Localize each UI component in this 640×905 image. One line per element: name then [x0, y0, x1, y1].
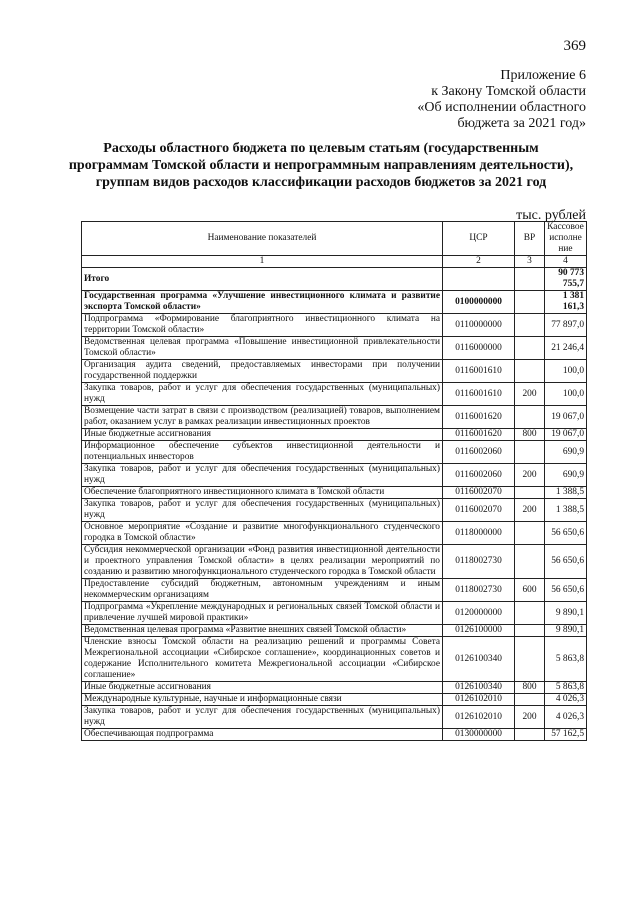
row-name-cell: Ведомственная целевая программа «Повышение инвестиционной привлекательности Томской области» [82, 337, 443, 360]
row-name-cell: Закупка товаров, работ и услуг для обеспечения государственных (муниципальных) нужд [82, 499, 443, 522]
row-vr-cell [515, 637, 545, 682]
index-cell: 1 [82, 256, 443, 268]
row-vr-cell [515, 545, 545, 579]
row-amount-cell: 5 863,8 [545, 637, 587, 682]
table-row [82, 545, 587, 579]
row-vr-cell: 200 [515, 464, 545, 487]
row-name-cell: Организация аудита сведений, предоставляемых инвесторами при получении государственной поддержки [82, 360, 443, 383]
table-row [82, 694, 587, 706]
row-name-cell: Основное мероприятие «Создание и развитие многофункционального студенческого городка в Томской области» [82, 522, 443, 545]
table-row [82, 637, 587, 682]
table-row [82, 487, 587, 499]
row-vr-cell: 200 [515, 499, 545, 522]
row-vr-cell [515, 337, 545, 360]
row-amount-cell: 9 890,1 [545, 625, 587, 637]
table-row [82, 602, 587, 625]
row-code-cell: 0126100000 [443, 625, 515, 637]
row-vr-cell [515, 729, 545, 741]
row-amount-cell: 56 650,6 [545, 522, 587, 545]
row-name-cell: Членские взносы Томской области на реализацию решений и программы Совета Межрегиональной ассоциации «Сибирское соглашение», координационных советов и содержание Исполнительного комитета Межрегиональной ассоциации «Сибирское соглашение» [82, 637, 443, 682]
row-vr-cell: 200 [515, 383, 545, 406]
row-name-cell: Иные бюджетные ассигнования [82, 682, 443, 694]
table-row [82, 268, 587, 291]
row-name-cell: Обеспечивающая подпрограмма [82, 729, 443, 741]
table-row [82, 383, 587, 406]
header-code: ЦСР [443, 222, 515, 256]
table-row [82, 337, 587, 360]
row-vr-cell: 200 [515, 706, 545, 729]
table-header-row [82, 222, 587, 256]
row-amount-cell: 21 246,4 [545, 337, 587, 360]
header-vr: ВР [515, 222, 545, 256]
row-code-cell: 0118000000 [443, 522, 515, 545]
row-amount-cell: 77 897,0 [545, 314, 587, 337]
row-amount-cell: 19 067,0 [545, 429, 587, 441]
row-name-cell: Иные бюджетные ассигнования [82, 429, 443, 441]
row-code-cell: 0116001610 [443, 360, 515, 383]
row-amount-cell: 100,0 [545, 360, 587, 383]
row-amount-cell: 56 650,6 [545, 579, 587, 602]
row-code-cell: 0126102010 [443, 706, 515, 729]
row-name-cell: Подпрограмма «Формирование благоприятного инвестиционного климата на территории Томской области» [82, 314, 443, 337]
appendix-line: бюджета за 2021 год» [457, 116, 586, 131]
row-amount-cell: 90 773 755,7 [545, 268, 587, 291]
row-vr-cell [515, 291, 545, 314]
title-line: программам Томской области и непрограммным направлениям деятельности), [68, 158, 574, 173]
row-name-cell: Ведомственная целевая программа «Развитие внешних связей Томской области» [82, 625, 443, 637]
row-amount-cell: 1 388,5 [545, 487, 587, 499]
row-amount-cell: 690,9 [545, 441, 587, 464]
row-amount-cell: 5 863,8 [545, 682, 587, 694]
table-row [82, 499, 587, 522]
row-code-cell: 0116000000 [443, 337, 515, 360]
row-code-cell: 0116002060 [443, 441, 515, 464]
row-amount-cell: 19 067,0 [545, 406, 587, 429]
row-code-cell: 0130000000 [443, 729, 515, 741]
row-code-cell: 0118002730 [443, 579, 515, 602]
row-name-cell: Закупка товаров, работ и услуг для обеспечения государственных (муниципальных) нужд [82, 706, 443, 729]
row-code-cell: 0126102010 [443, 694, 515, 706]
row-code-cell: 0116002070 [443, 487, 515, 499]
row-code-cell: 0126100340 [443, 682, 515, 694]
row-amount-cell: 4 026,3 [545, 706, 587, 729]
row-name-cell: Закупка товаров, работ и услуг для обеспечения государственных (муниципальных) нужд [82, 383, 443, 406]
table-row [82, 406, 587, 429]
row-vr-cell: 800 [515, 429, 545, 441]
row-vr-cell [515, 487, 545, 499]
appendix-reference [326, 68, 586, 132]
row-code-cell: 0116001620 [443, 429, 515, 441]
row-name-cell: Возмещение части затрат в связи с производством (реализацией) товаров, выполнением работ, оказанием услуг в рамках реализации инвестиционных проектов [82, 406, 443, 429]
table-row [82, 314, 587, 337]
row-code-cell: 0118002730 [443, 545, 515, 579]
table-row [82, 522, 587, 545]
row-amount-cell: 1 388,5 [545, 499, 587, 522]
row-code-cell: 0116001610 [443, 383, 515, 406]
row-vr-cell [515, 522, 545, 545]
row-amount-cell: 100,0 [545, 383, 587, 406]
row-vr-cell: 800 [515, 682, 545, 694]
table-row [82, 441, 587, 464]
appendix-line: к Закону Томской области [431, 84, 586, 99]
row-name-cell: Предоставление субсидий бюджетным, автономным учреждениям и иным некоммерческим организациям [82, 579, 443, 602]
row-amount-cell: 690,9 [545, 464, 587, 487]
row-code-cell: 0110000000 [443, 314, 515, 337]
table-row [82, 579, 587, 602]
document-title [56, 140, 586, 191]
title-line: Расходы областного бюджета по целевым статьям (государственным [103, 141, 539, 156]
row-vr-cell [515, 360, 545, 383]
table-row [82, 682, 587, 694]
expenditure-table [81, 221, 587, 741]
table-row [82, 360, 587, 383]
row-vr-cell [515, 694, 545, 706]
page-number: 369 [563, 38, 586, 54]
row-amount-cell: 57 162,5 [545, 729, 587, 741]
row-name-cell: Информационное обеспечение субъектов инвестиционной деятельности и потенциальных инвесторов [82, 441, 443, 464]
header-amount: Кассовое исполнение [545, 222, 587, 256]
table-row [82, 464, 587, 487]
table-row [82, 729, 587, 741]
row-name-cell: Обеспечение благоприятного инвестиционного климата в Томской области [82, 487, 443, 499]
row-name-cell: Международные культурные, научные и информационные связи [82, 694, 443, 706]
row-vr-cell [515, 625, 545, 637]
row-vr-cell [515, 268, 545, 291]
row-amount-cell: 4 026,3 [545, 694, 587, 706]
index-cell: 4 [545, 256, 587, 268]
table-row [82, 429, 587, 441]
row-amount-cell: 9 890,1 [545, 602, 587, 625]
units-label: тыс. рублей [516, 208, 586, 223]
row-vr-cell: 600 [515, 579, 545, 602]
row-vr-cell [515, 602, 545, 625]
row-name-cell: Государственная программа «Улучшение инвестиционного климата и развитие экспорта Томской области» [82, 291, 443, 314]
row-code-cell: 0120000000 [443, 602, 515, 625]
table-row [82, 625, 587, 637]
row-code-cell: 0126100340 [443, 637, 515, 682]
row-code-cell: 0100000000 [443, 291, 515, 314]
row-name-cell: Закупка товаров, работ и услуг для обеспечения государственных (муниципальных) нужд [82, 464, 443, 487]
table-row [82, 291, 587, 314]
appendix-line: Приложение 6 [500, 68, 586, 83]
row-code-cell: 0116002060 [443, 464, 515, 487]
index-cell: 3 [515, 256, 545, 268]
row-code-cell: 0116002070 [443, 499, 515, 522]
row-code-cell: 0116001620 [443, 406, 515, 429]
row-amount-cell: 56 650,6 [545, 545, 587, 579]
row-code-cell [443, 268, 515, 291]
index-cell: 2 [443, 256, 515, 268]
row-name-cell: Итого [82, 268, 443, 291]
row-vr-cell [515, 314, 545, 337]
table-index-row [82, 256, 587, 268]
header-name: Наименование показателей [82, 222, 443, 256]
title-line: группам видов расходов классификации расходов бюджетов за 2021 год [95, 175, 547, 190]
row-name-cell: Подпрограмма «Укрепление международных и региональных связей Томской области и привлечение лучшей мировой практики» [82, 602, 443, 625]
row-vr-cell [515, 406, 545, 429]
row-name-cell: Субсидия некоммерческой организации «Фонд развития инвестиционной деятельности и проектного управления Томской области» в целях реализации мероприятий по созданию и развитию многофункционального студенческого городка в Томской области [82, 545, 443, 579]
appendix-line: «Об исполнении областного [417, 100, 586, 115]
table-row [82, 706, 587, 729]
row-vr-cell [515, 441, 545, 464]
row-amount-cell: 1 381 161,3 [545, 291, 587, 314]
